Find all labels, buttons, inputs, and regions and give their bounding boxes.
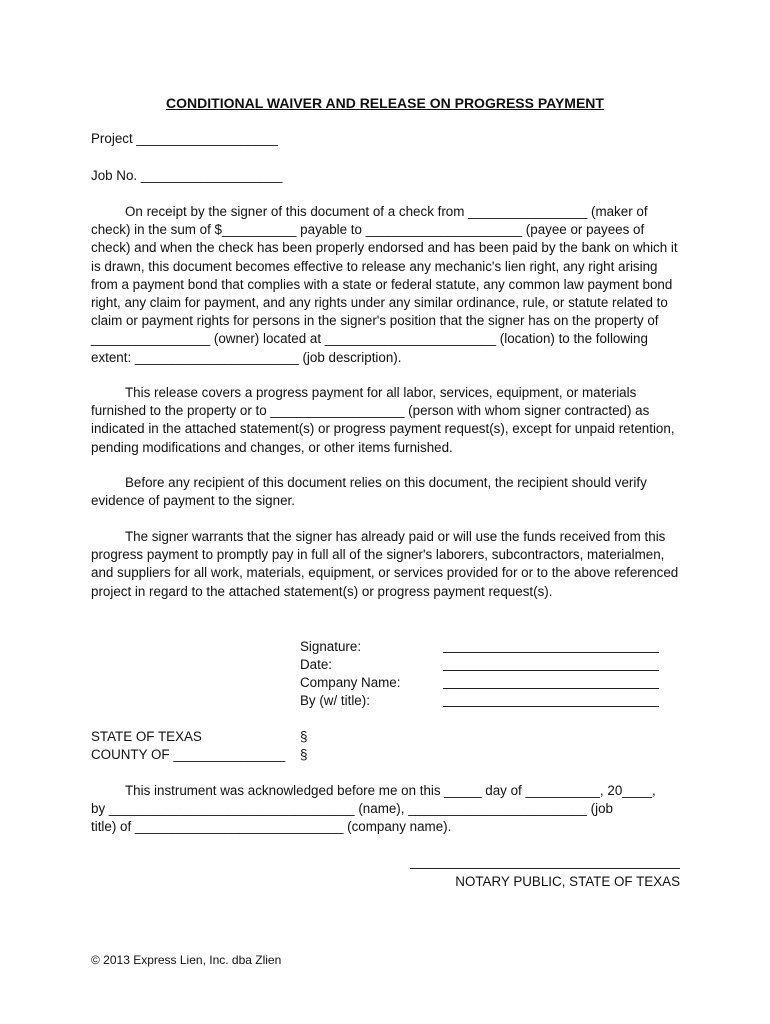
by-title-line[interactable] — [443, 706, 659, 707]
notary-public-label: NOTARY PUBLIC, STATE OF TEXAS — [455, 874, 680, 889]
project-line: Project ___________________ — [91, 131, 278, 146]
signature-line[interactable] — [443, 652, 659, 653]
date-label: Date: — [300, 657, 333, 672]
state-of-texas: STATE OF TEXAS — [91, 729, 202, 744]
document-title: CONDITIONAL WAIVER AND RELEASE ON PROGRESS PAYMENT — [166, 95, 604, 111]
by-title-label: By (w/ title): — [300, 693, 370, 708]
date-line[interactable] — [443, 670, 659, 671]
notary-signature-line[interactable] — [410, 868, 680, 869]
paragraph-signer-warrants — [91, 528, 684, 601]
job-number-line: Job No. ___________________ — [91, 168, 283, 183]
section-mark-state: § — [300, 729, 308, 744]
company-name-label: Company Name: — [300, 675, 401, 690]
county-of-line: COUNTY OF _______________ — [91, 747, 286, 762]
paragraph-recipient-verify-text: Before any recipient of this document relies on this document, the recipient should verify evidence of payment to the signer. — [91, 475, 647, 509]
paragraph-recipient-verify — [91, 474, 684, 510]
paragraph-release-coverage — [91, 384, 684, 457]
signature-label: Signature: — [300, 639, 362, 654]
company-name-line[interactable] — [443, 688, 659, 689]
acknowledgment-line-1: This instrument was acknowledged before me on this _____ day of __________, 20____, — [125, 783, 656, 798]
paragraph-receipt — [91, 203, 684, 367]
paragraph-receipt-text: On receipt by the signer of this document of a check from ________________ (maker of check) in the sum of $__________ payable to _____________________ (payee or payees of check) and when the check has been properly endorsed and has been paid by the bank on which it is drawn, this document becomes effective to release any mechanic's lien right, any right arising from a payment bond that complies with a state or federal statute, any common law payment bond right, any claim for payment, and any rights under any similar ordinance, rule, or statute related to claim or payment rights for persons in the signer's position that the signer has on the property of ________________ (owner) located at _______________________ (location) to the following extent: ______________________ (job description). — [91, 204, 678, 365]
paragraph-signer-warrants-text: The signer warrants that the signer has already paid or will use the funds received from this progress payment to promptly pay in full all of the signer's laborers, subcontractors, materialmen, and suppliers for all work, materials, equipment, or services provided for or to the above referenced project in regard to the attached statement(s) or progress payment request(s). — [91, 529, 679, 599]
copyright-footer: © 2013 Express Lien, Inc. dba Zlien — [91, 953, 282, 967]
acknowledgment-line-3: title) of ____________________________ (company name). — [91, 819, 452, 834]
section-mark-county: § — [300, 747, 308, 762]
acknowledgment-line-2: by _________________________________ (name), ________________________ (job — [91, 801, 613, 816]
paragraph-release-coverage-text: This release covers a progress payment for all labor, services, equipment, or materials furnished to the property or to __________________ (person with whom signer contracted) as indicated in the attached statement(s) or progress payment request(s), except for unpaid retention, pending modifications and changes, or other items furnished. — [91, 385, 675, 455]
